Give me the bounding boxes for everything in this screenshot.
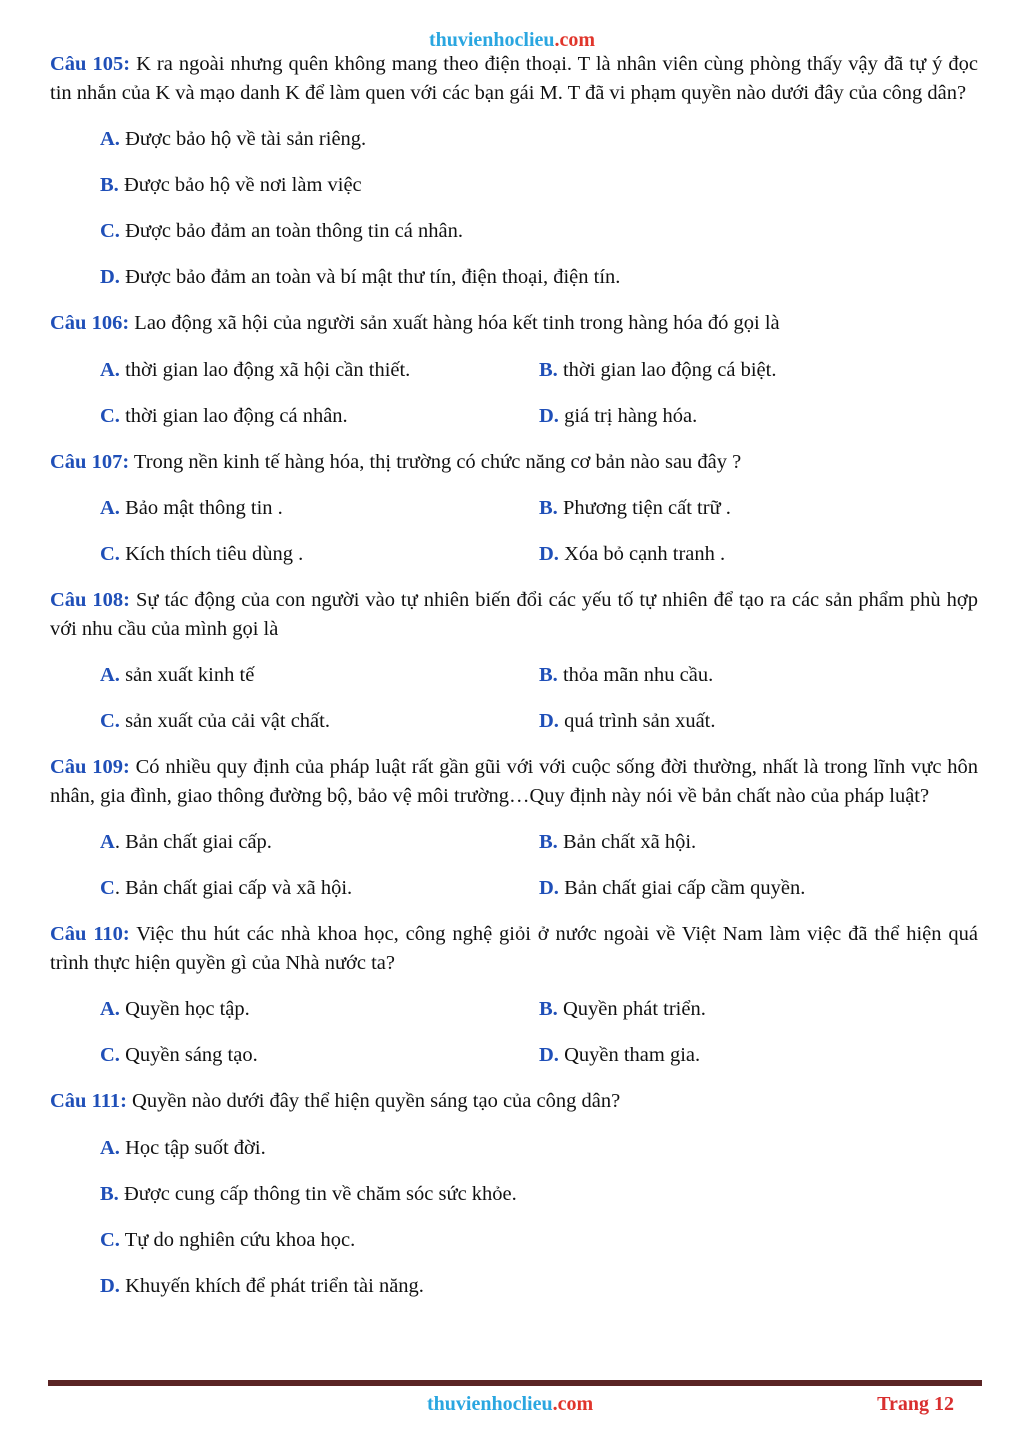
option-text: Được bảo hộ về tài sản riêng. — [119, 128, 367, 150]
option-c — [100, 1041, 539, 1069]
question-text: Trong nền kinh tế hàng hóa, thị trường có chức năng cơ bản nào sau đây ? — [129, 450, 742, 473]
option-key: A. — [100, 1136, 120, 1159]
header-site-link[interactable] — [0, 28, 1024, 52]
header-site-tld: .com — [554, 29, 596, 51]
option-text: Khuyến khích để phát triển tài năng. — [119, 1274, 424, 1297]
option-text: Tự do nghiên cứu khoa học. — [119, 1228, 356, 1251]
option-a — [100, 1134, 978, 1162]
question-list — [50, 50, 978, 1300]
option-b — [539, 494, 978, 522]
option-row — [100, 661, 978, 689]
question-111 — [50, 1087, 978, 1116]
option-row — [100, 540, 978, 568]
option-key: D. — [539, 1044, 559, 1066]
option-text: . Bản chất giai cấp. — [114, 831, 272, 853]
option-key: C — [100, 877, 115, 899]
option-key: B. — [539, 358, 558, 381]
option-row — [100, 707, 978, 735]
option-key: D. — [100, 1274, 120, 1297]
question-text: Lao động xã hội của người sản xuất hàng hóa kết tinh trong hàng hóa đó gọi là — [129, 312, 780, 334]
question-text: Sự tác động của con người vào tự nhiên biến đổi các yếu tố tự nhiên để tạo ra các sản phẩm phù hợp với nhu cầu của mình gọi là — [50, 589, 978, 640]
option-text: Phương tiện cất trữ . — [557, 497, 731, 519]
option-row — [100, 828, 978, 856]
option-key: B. — [539, 831, 558, 853]
option-text: Được bảo hộ về nơi làm việc — [118, 174, 362, 196]
option-d — [100, 1272, 978, 1300]
option-text: Quyền học tập. — [119, 998, 250, 1020]
option-text: Quyền phát triển. — [557, 998, 706, 1020]
question-text: Quyền nào dưới đây thể hiện quyền sáng tạo của công dân? — [126, 1090, 621, 1112]
option-key: B. — [100, 174, 119, 196]
option-text: sản xuất của cải vật chất. — [119, 710, 330, 732]
option-text: thời gian lao động xã hội cần thiết. — [119, 358, 411, 381]
option-d — [100, 263, 978, 291]
question-110 — [50, 920, 978, 977]
option-text: Kích thích tiêu dùng . — [119, 543, 304, 565]
option-b — [539, 995, 978, 1023]
option-key: C. — [100, 1228, 120, 1251]
option-text: Được bảo đảm an toàn thông tin cá nhân. — [119, 220, 463, 242]
option-a — [100, 995, 539, 1023]
question-108 — [50, 586, 978, 643]
option-text: Được bảo đảm an toàn và bí mật thư tín, điện thoại, điện tín. — [119, 266, 621, 288]
question-106 — [50, 309, 978, 338]
option-b — [539, 661, 978, 689]
option-a — [100, 661, 539, 689]
option-key: C. — [100, 1044, 120, 1066]
option-d — [539, 402, 978, 430]
option-d — [539, 874, 978, 902]
option-key: C. — [100, 404, 120, 427]
option-key: D. — [539, 404, 559, 427]
footer-site-name: thuvienhoclieu — [427, 1393, 553, 1415]
option-key: A. — [100, 128, 120, 150]
question-label: Câu 106: — [50, 312, 130, 334]
option-c — [100, 217, 978, 245]
question-109 — [50, 753, 978, 810]
option-a — [100, 828, 539, 856]
option-text: thời gian lao động cá nhân. — [119, 404, 348, 427]
question-text: Việc thu hút các nhà khoa học, công nghệ giỏi ở nước ngoài về Việt Nam làm việc đã thể hiện quá trình thực hiện quyền gì của Nhà nước ta? — [50, 923, 978, 974]
option-a — [100, 494, 539, 522]
option-key: A — [100, 831, 115, 853]
option-key: B. — [539, 664, 558, 686]
option-key: D. — [539, 710, 559, 732]
question-label: Câu 108: — [50, 589, 130, 611]
option-c — [100, 402, 539, 430]
footer-divider — [48, 1380, 982, 1386]
header-site-name: thuvienhoclieu — [428, 29, 555, 51]
footer-site-tld: .com — [552, 1393, 594, 1415]
option-key: B. — [100, 1182, 119, 1205]
option-b — [539, 828, 978, 856]
option-text: thời gian lao động cá biệt. — [557, 358, 777, 381]
option-key: A. — [100, 664, 120, 686]
option-row — [100, 494, 978, 522]
option-text: giá trị hàng hóa. — [558, 404, 698, 427]
option-b — [100, 1180, 978, 1208]
option-c — [100, 1226, 978, 1254]
option-text: Quyền tham gia. — [558, 1044, 701, 1066]
option-key: B. — [539, 497, 558, 519]
option-text: Học tập suốt đời. — [119, 1136, 266, 1159]
question-text: Có nhiều quy định của pháp luật rất gần gũi với với cuộc sống đời thường, nhất là trong lĩnh vực hôn nhân, gia đình, giao thông đường bộ, bảo vệ môi trường…Quy định này nói về bản chất nào của pháp luật? — [50, 756, 978, 807]
option-key: A. — [100, 998, 120, 1020]
option-key: D. — [100, 266, 120, 288]
question-105 — [50, 50, 978, 107]
question-label: Câu 109: — [50, 756, 130, 778]
option-key: A. — [100, 497, 120, 519]
option-text: . Bản chất giai cấp và xã hội. — [114, 877, 353, 899]
option-key: C. — [100, 543, 120, 565]
option-text: sản xuất kinh tế — [119, 664, 255, 686]
option-c — [100, 540, 539, 568]
option-key: C. — [100, 220, 120, 242]
option-text: thỏa mãn nhu cầu. — [557, 664, 714, 686]
question-label: Câu 110: — [50, 923, 130, 945]
option-a — [100, 125, 978, 153]
option-text: Bản chất giai cấp cầm quyền. — [558, 877, 806, 899]
option-d — [539, 540, 978, 568]
option-key: D. — [539, 543, 559, 565]
option-key: A. — [100, 358, 120, 381]
question-label: Câu 111: — [50, 1090, 127, 1112]
option-text: Được cung cấp thông tin về chăm sóc sức khỏe. — [118, 1182, 517, 1205]
option-text: quá trình sản xuất. — [558, 710, 716, 732]
option-row — [100, 1041, 978, 1069]
question-text: K ra ngoài nhưng quên không mang theo điện thoại. T là nhân viên cùng phòng thấy vậy đã tự ý đọc tin nhắn của K và mạo danh K để làm quen với các bạn gái M. T đã vi phạm quyền nào dưới đây của công dân? — [50, 53, 978, 104]
question-107 — [50, 448, 978, 477]
option-text: Quyền sáng tạo. — [119, 1044, 258, 1066]
option-row — [100, 874, 978, 902]
option-row — [100, 995, 978, 1023]
question-label: Câu 105: — [50, 53, 131, 75]
page-number: Trang 12 — [877, 1393, 954, 1415]
option-c — [100, 874, 539, 902]
option-key: D. — [539, 877, 559, 899]
option-b — [539, 356, 978, 384]
option-row — [100, 402, 978, 430]
option-a — [100, 356, 539, 384]
option-text: Xóa bỏ cạnh tranh . — [558, 543, 726, 565]
option-text: Bảo mật thông tin . — [119, 497, 283, 519]
question-label: Câu 107: — [50, 450, 130, 473]
option-key: B. — [539, 998, 558, 1020]
option-key: C. — [100, 710, 120, 732]
option-text: Bản chất xã hội. — [557, 831, 697, 853]
option-d — [539, 707, 978, 735]
option-row — [100, 356, 978, 384]
option-d — [539, 1041, 978, 1069]
footer-site-link[interactable] — [427, 1392, 593, 1416]
option-b — [100, 171, 978, 199]
option-c — [100, 707, 539, 735]
